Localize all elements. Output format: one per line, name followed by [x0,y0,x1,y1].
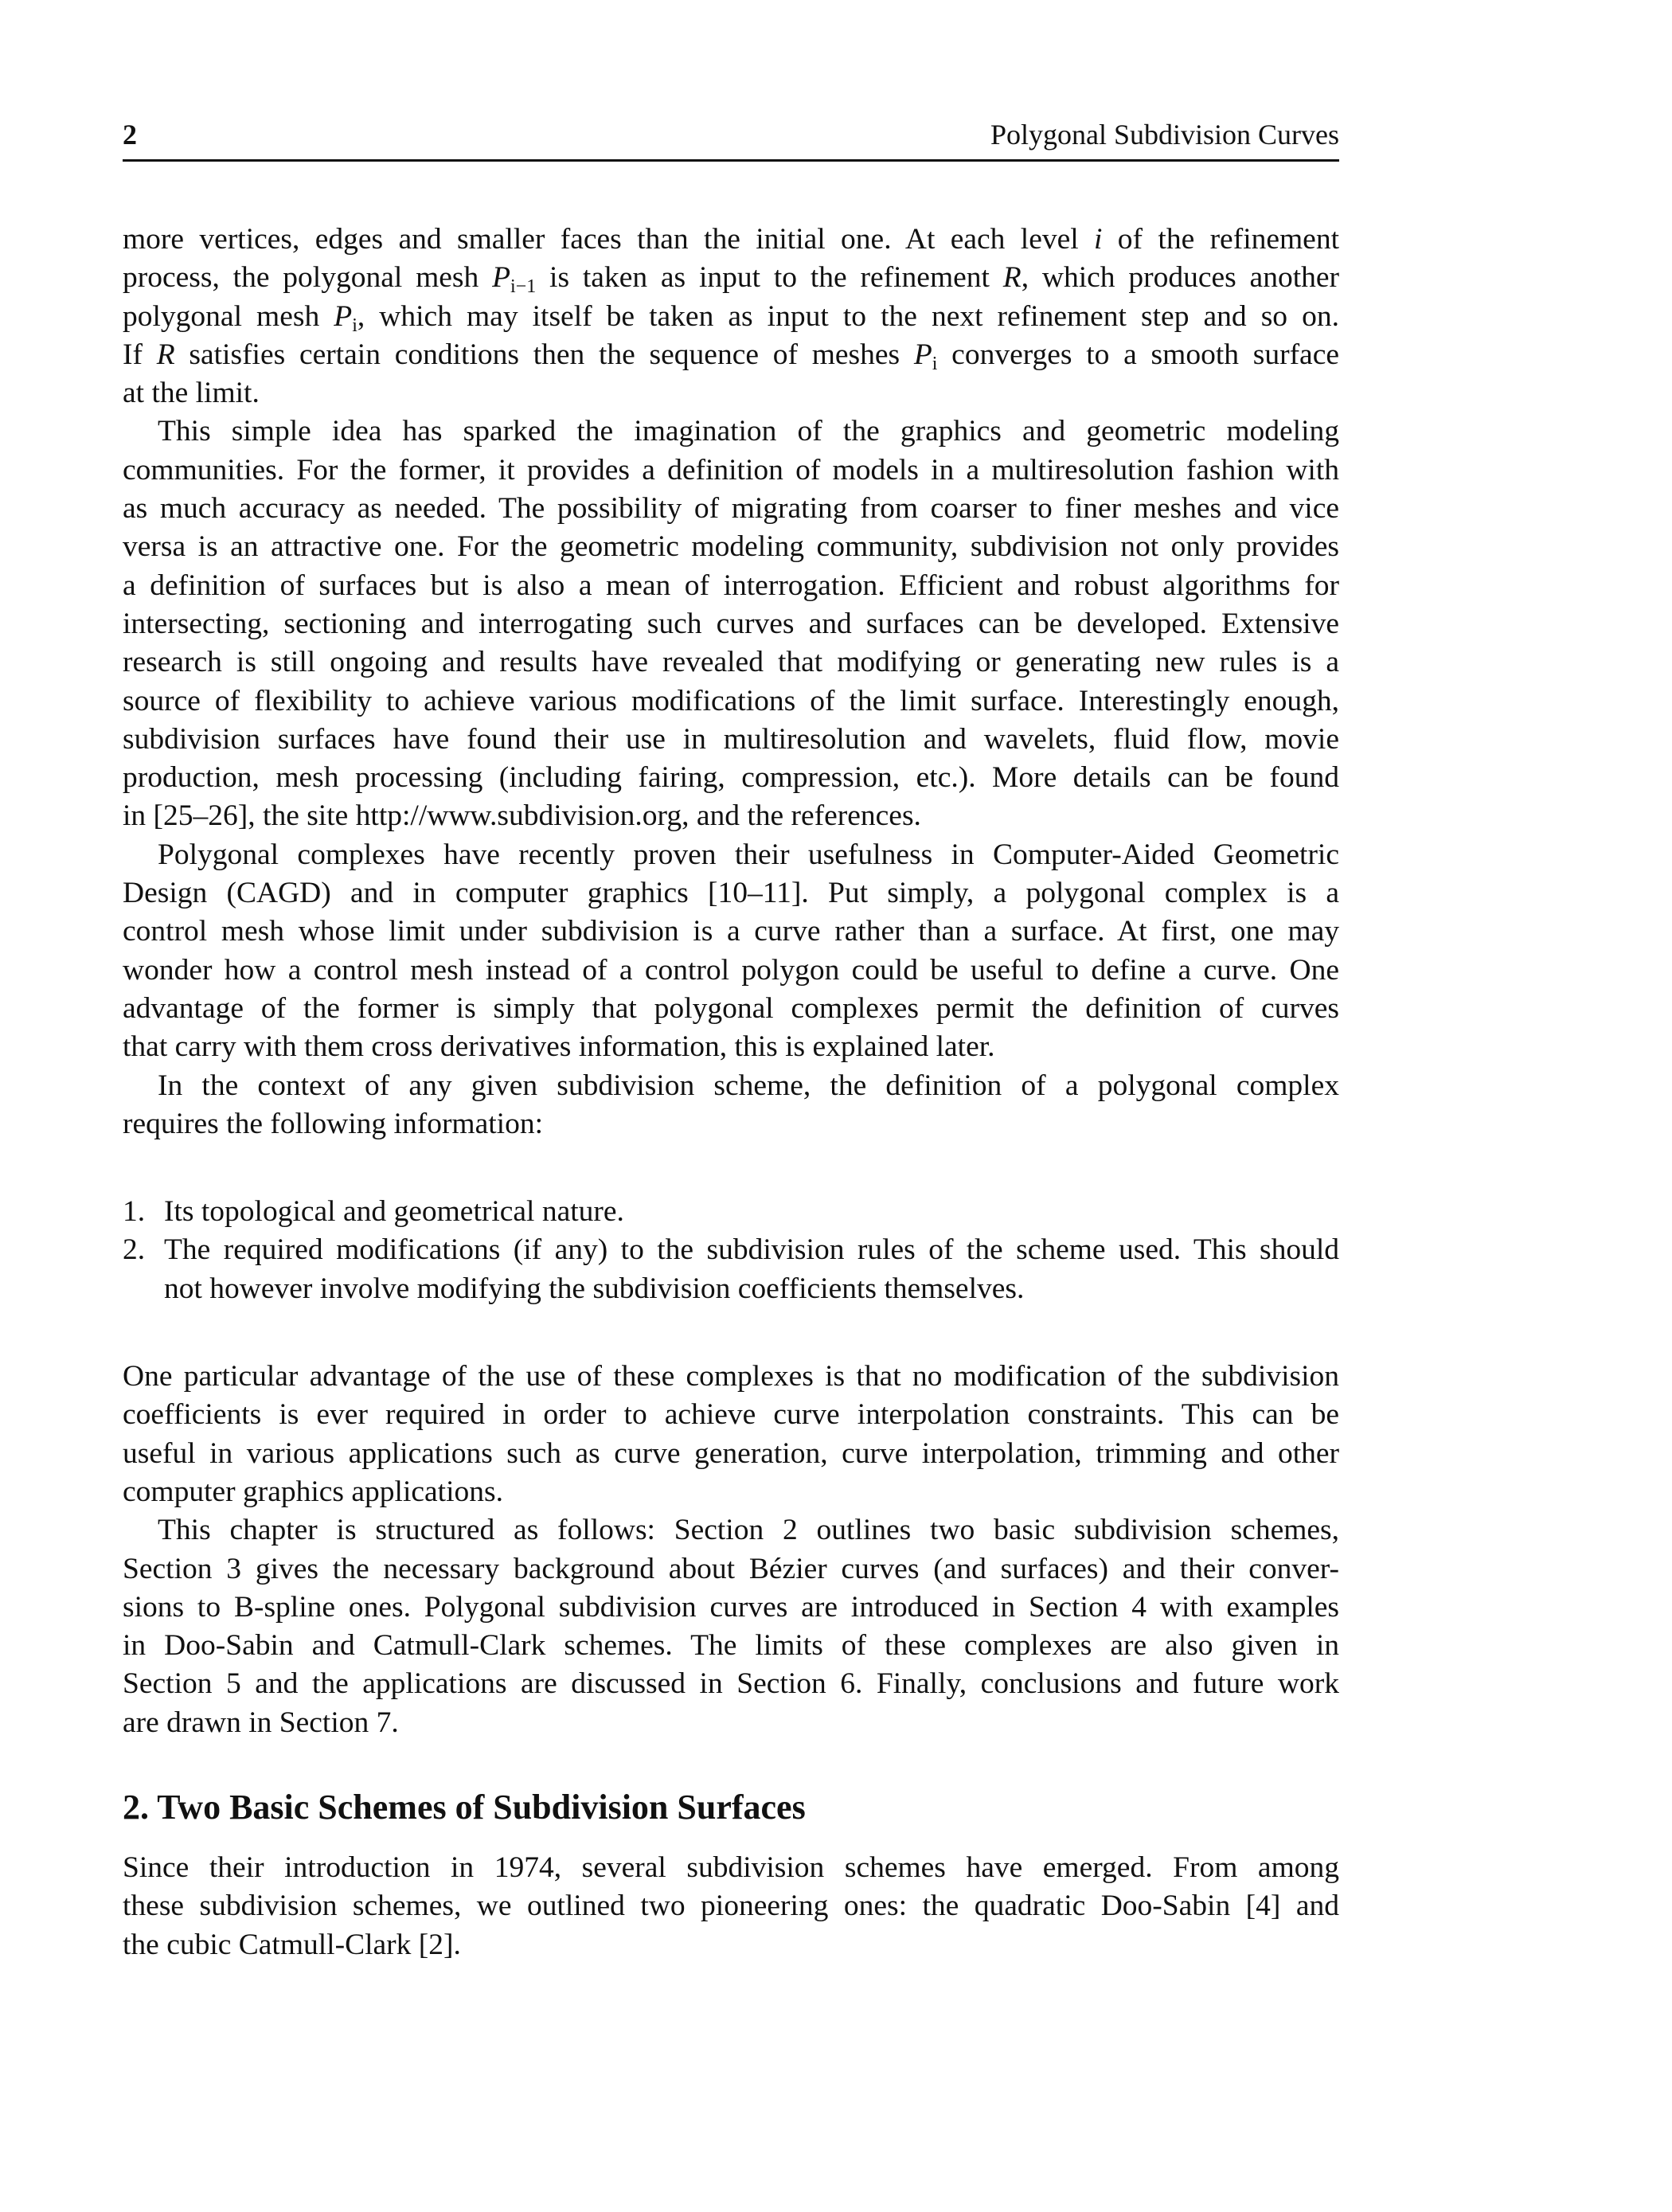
paragraph [123,1849,1339,1964]
text-run: these subdivision schemes, we outlined two pioneering ones: the quadratic Doo-Sabin [4] and [123,1890,1339,1923]
text-line [123,913,1339,951]
text-line [123,451,1339,490]
text-line [123,412,1339,451]
text-run: This chapter is structured as follows: Section 2 outlines two basic subdivision schemes, [158,1514,1339,1547]
text-line [123,298,1339,336]
running-title: Polygonal Subdivision Curves [990,119,1339,150]
text-line [123,1704,1339,1742]
text-line [123,1028,1339,1066]
text-run: communities. For the former, it provides a definition of models in a multiresolution fashion with [123,453,1339,487]
text-line [123,1589,1339,1627]
text-line [123,1665,1339,1703]
text-run: Since their introduction in 1974, several subdivision schemes have emerged. From among [123,1850,1339,1884]
text-run: the cubic Catmull-Clark [2]. [123,1928,461,1961]
paragraph [123,1511,1339,1742]
text-run: requires the following information: [123,1107,544,1140]
text-line [123,605,1339,643]
text-line [164,1193,1339,1231]
math-symbol: P [913,338,932,371]
text-line [123,1887,1339,1925]
text-run: Section 5 and the applications are discussed in Section 6. Finally, conclusions and future work [123,1667,1339,1701]
text-run: as much accuracy as needed. The possibility of migrating from coarser to finer meshes and vice [123,492,1339,526]
text-run: intersecting, sectioning and interrogating such curves and surfaces can be developed. Extensive [123,607,1339,640]
paragraph [123,1067,1339,1144]
text-line [164,1231,1339,1269]
text-line [123,721,1339,759]
intro-paragraphs [123,221,1339,1143]
text-run: Polygonal complexes have recently proven their usefulness in Computer-Aided Geometric [158,838,1339,871]
list-text [164,1193,1339,1231]
math-symbol: i [932,353,938,374]
text-run: useful in various applications such as curve generation, curve interpolation, trimming and other [123,1436,1339,1470]
text-line [123,1435,1339,1473]
section-heading: 2. Two Basic Schemes of Subdivision Surfaces [123,1787,806,1827]
list-number: 1. [123,1195,146,1229]
text-run: that carry with them cross derivatives information, this is explained later. [123,1030,995,1064]
text-run: Its topological and geometrical nature. [164,1195,624,1229]
math-symbol: R [1002,261,1022,295]
math-symbol: P [334,299,353,333]
paragraph [123,836,1339,1067]
text-run: are drawn in Section 7. [123,1706,399,1739]
text-run: control mesh whose limit under subdivision is a curve rather than a surface. At first, one may [123,915,1339,948]
math-symbol: P [492,261,511,295]
text-run: research is still ongoing and results have revealed that modifying or generating new rules is a [123,646,1339,679]
text-run: satisfies certain conditions then the sequence of meshes [174,338,914,371]
text-run: production, mesh processing (including fairing, compression, etc.). More details can be found [123,761,1339,795]
list-item [123,1231,1339,1308]
text-run: computer graphics applications. [123,1475,503,1508]
text-run: in [25–26], the site http://www.subdivision.org, and the references. [123,799,921,833]
text-line [123,836,1339,874]
text-run: Design (CAGD) and in computer graphics [10–11]. Put simply, a polygonal complex is a [123,877,1339,910]
text-line [123,643,1339,682]
advantages-paragraphs [123,1358,1339,1742]
math-symbol: i−1 [510,276,537,298]
spacer [123,1143,1339,1193]
text-run: process, the polygonal mesh [123,261,493,295]
text-line [123,1105,1339,1143]
list-number: 2. [123,1233,146,1267]
text-run: This simple idea has sparked the imagination of the graphics and geometric modeling [158,415,1339,448]
text-line [123,874,1339,913]
text-line [123,221,1339,259]
text-line [123,1358,1339,1396]
text-line [123,990,1339,1028]
text-run: Section 3 gives the necessary background about Bézier curves (and surfaces) and their conver- [123,1552,1339,1585]
text-run: not however involve modifying the subdivision coefficients themselves. [164,1272,1025,1305]
text-run: The required modifications (if any) to the subdivision rules of the scheme used. This should [164,1233,1339,1267]
text-run: versa is an attractive one. For the geometric modeling community, subdivision not only provides [123,530,1339,564]
text-line [123,797,1339,835]
text-line [123,259,1339,297]
text-line [123,528,1339,566]
page-number: 2 [123,119,137,150]
text-line [123,759,1339,797]
text-run: is taken as input to the refinement [536,261,1003,295]
section-paragraphs [123,1849,1339,1964]
list-text [164,1231,1339,1308]
text-run: , which may itself be taken as input to the next refinement step and so on. [357,299,1339,333]
list-item [123,1193,1339,1231]
text-line [123,1550,1339,1589]
text-run: , which produces another [1021,261,1339,295]
body-text [123,221,1339,1964]
text-line [123,1511,1339,1550]
paragraph [123,221,1339,412]
text-run: sions to B-spline ones. Polygonal subdivision curves are introduced in Section 4 with examples [123,1590,1339,1624]
text-run: One particular advantage of the use of these complexes is that no modification of the subdivision [123,1360,1339,1393]
text-line [123,952,1339,990]
text-run: polygonal mesh [123,299,334,333]
text-run: coefficients is ever required in order to achieve curve interpolation constraints. This can be [123,1398,1339,1432]
running-header [123,113,1339,162]
text-line [123,336,1339,374]
paragraph [123,412,1339,835]
text-line [123,1926,1339,1964]
math-symbol: R [156,338,175,371]
text-run: wonder how a control mesh instead of a control polygon could be useful to define a curve. One [123,953,1339,987]
text-line [123,682,1339,721]
text-line [123,1627,1339,1665]
text-run: advantage of the former is simply that polygonal complexes permit the definition of curves [123,991,1339,1025]
text-run: a definition of surfaces but is also a mean of interrogation. Efficient and robust algorithms for [123,569,1339,602]
text-run: at the limit. [123,377,260,410]
text-line [123,1849,1339,1887]
text-line [123,1396,1339,1434]
text-line [123,1473,1339,1511]
text-line [123,490,1339,528]
requirements-list [123,1193,1339,1308]
text-run: more vertices, edges and smaller faces than the initial one. At each level [123,223,1095,256]
text-line [123,1067,1339,1105]
text-line [123,374,1339,412]
text-run: If [123,338,157,371]
text-line [123,567,1339,605]
text-run: In the context of any given subdivision scheme, the definition of a polygonal complex [158,1069,1339,1102]
text-run: of the refinement [1102,223,1339,256]
text-run: source of flexibility to achieve various modifications of the limit surface. Interestingly enough, [123,684,1339,717]
paragraph [123,1358,1339,1511]
math-symbol: i [352,315,357,336]
math-symbol: i [1094,223,1103,256]
text-run: in Doo-Sabin and Catmull-Clark schemes. The limits of these complexes are also given in [123,1629,1339,1663]
text-line [164,1270,1339,1308]
text-run: subdivision surfaces have found their use in multiresolution and wavelets, fluid flow, movie [123,722,1339,756]
text-run: converges to a smooth surface [937,338,1339,371]
spacer [123,1308,1339,1358]
